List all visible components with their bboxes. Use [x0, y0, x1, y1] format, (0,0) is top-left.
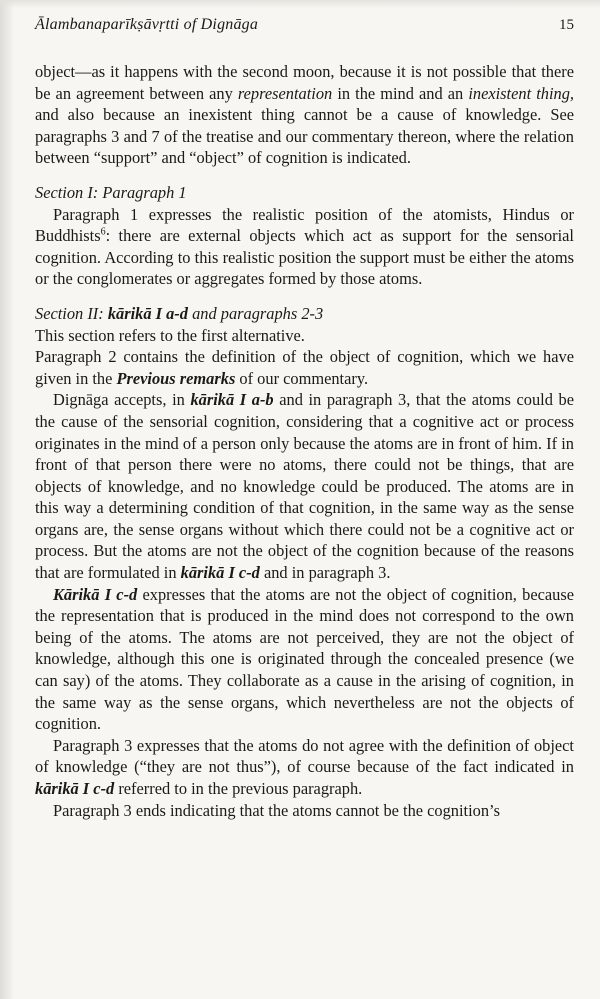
- body-paragraph: [35, 584, 574, 735]
- text-segment: inexistent thing,: [468, 83, 575, 103]
- body-paragraph: [35, 735, 574, 800]
- text-segment: : there are external objects which act as support for the sensorial cognition. According to this realistic position the support must be either the atoms or the conglomerates or aggregates formed by those atoms.: [35, 226, 574, 289]
- page-number: 15: [559, 17, 574, 33]
- text-segment: This section refers to the first alternative.: [35, 325, 305, 345]
- text-segment: Paragraph 3 expresses that the atoms do not agree with the definition of object of knowledge (“they are not thus”), of course because of the fact indicated in: [35, 735, 574, 777]
- text-segment: Section I: Paragraph 1: [35, 182, 187, 202]
- text-segment: kārikā I c-d: [180, 563, 260, 583]
- body-paragraph: [35, 325, 574, 347]
- text-segment: Paragraph 3 ends indicating that the atoms cannot be the cognition’s: [53, 800, 500, 820]
- scan-edge-left: [0, 0, 16, 999]
- running-head-title: Ālambanaparīkṣāvṛtti of Dignāga: [35, 16, 259, 33]
- body-paragraph: [35, 800, 574, 822]
- running-head: [35, 0, 574, 34]
- text-segment: kārikā I a-d: [107, 303, 188, 323]
- body-paragraph: [35, 389, 574, 583]
- text-segment: kārikā I c-d: [35, 779, 115, 798]
- section-heading: [35, 182, 574, 204]
- text-segment: Paragraph 1 expresses the realistic position of the atomists, Hindus or Buddhists: [35, 204, 574, 246]
- text-segment: representation: [237, 83, 333, 103]
- text-segment: Paragraph 2 contains the definition of the object of cognition, which we have given in the: [35, 347, 574, 388]
- text-segment: object—as it happens with the second moon, because it is not possible that there be an agreement between any: [35, 62, 574, 103]
- body-paragraph: [35, 61, 574, 169]
- text-segment: and paragraphs 2-3: [187, 303, 324, 323]
- text-segment: expresses that the atoms are not the object of cognition, because the representation that is produced in the mind does not correspond to the own being of the atoms. The atoms are not perceived, they are not the object of knowledge, although this one is originated through the concealed presence (we can say) of the atoms. They collaborate as a cause in the arising of cognition, in the same way as the sense organs, which nevertheless are not the objects of cognition.: [35, 584, 574, 734]
- text-segment: Kārikā I c-d: [53, 584, 138, 604]
- text-segment: kārikā I a-b: [190, 390, 274, 410]
- text-segment: Section II:: [35, 303, 108, 323]
- footnote-reference: 6: [100, 226, 106, 238]
- text-segment: and in paragraph 3.: [259, 563, 391, 583]
- text-segment: of our commentary.: [235, 368, 369, 388]
- body-paragraph: [35, 204, 574, 290]
- text-segment: and in paragraph 3, that the atoms could be the cause of the sensorial cognition, considering that a cognitive act or process originates in the mind of a person only because the atoms are in front of him. If in front of that person there were no atoms, there could not be things, that are objects of knowledge, and no knowledge could be produced. The atoms are in this way a determining condition of that cognition, in the same way as the sense organs are, the sense organs without which there could not be a cognitive act or process. But the atoms are not the object of the cognition because of the reasons that are formulated in: [35, 390, 574, 583]
- text-segment: in the mind and an: [332, 83, 469, 103]
- text-segment: Previous remarks: [116, 368, 236, 388]
- page-content: [35, 61, 574, 821]
- text-segment: referred to in the previous paragraph.: [114, 779, 363, 798]
- text-segment: and also because an inexistent thing cannot be a cause of knowledge. See paragraphs 3 and 7 of the treatise and our commentary thereon, where the relation between “support” and “object” of cognition is indicated.: [35, 105, 574, 168]
- body-paragraph: [35, 346, 574, 389]
- section-heading: [35, 303, 574, 325]
- text-segment: Dignāga accepts, in: [53, 390, 191, 410]
